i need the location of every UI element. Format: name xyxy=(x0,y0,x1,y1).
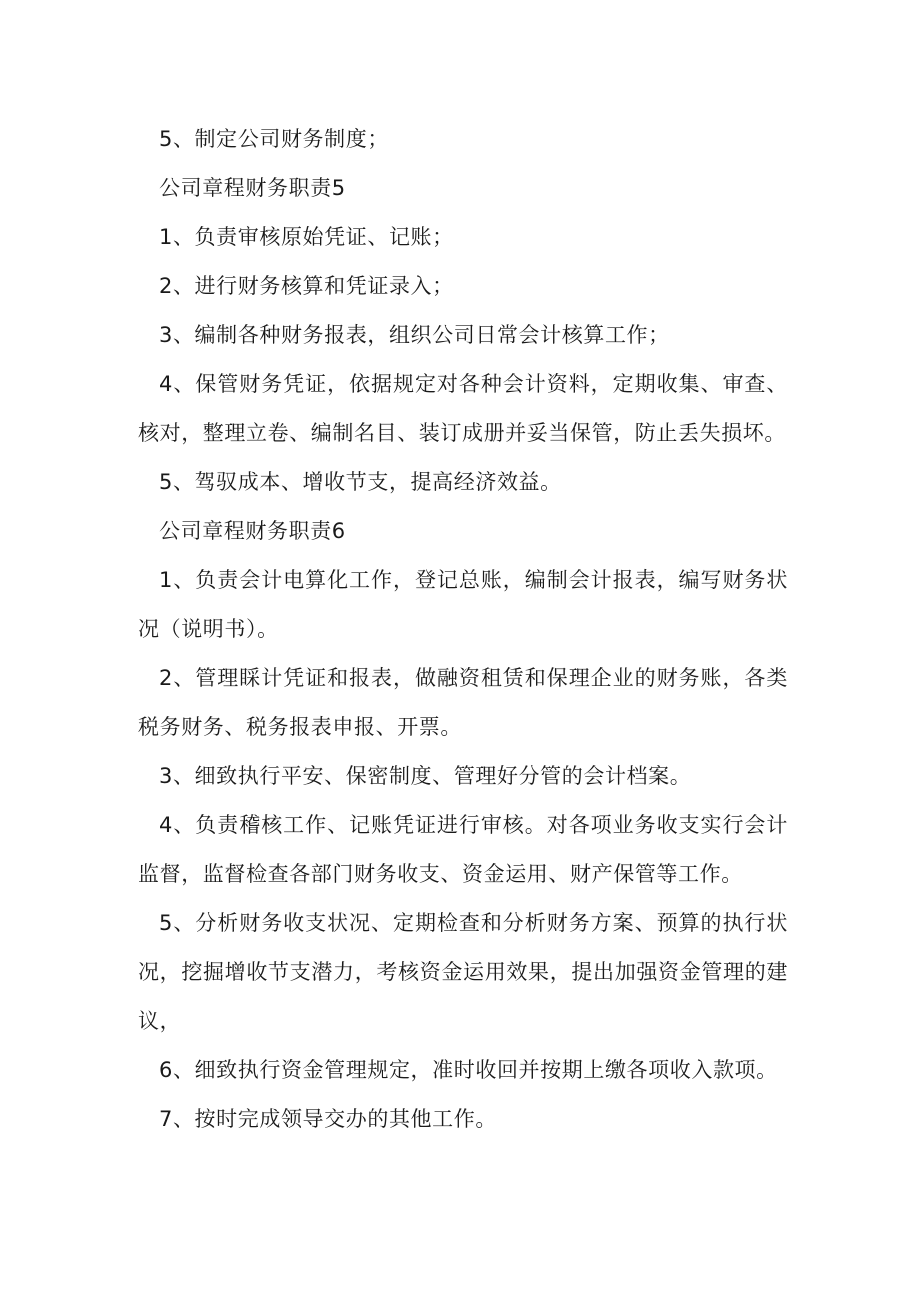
paragraph-item-5: 5、分析财务收支状况、定期检查和分析财务方案、预算的执行状况，挖掘增收节支潜力，考核资金运用效果，提出加强资金管理的建议， xyxy=(138,911,788,1033)
paragraph-item-3: 3、细致执行平安、保密制度、管理好分管的会计档案。 xyxy=(159,764,692,788)
paragraph-item-4: 4、保管财务凭证，依据规定对各种会计资料，定期收集、审查、核对，整理立卷、编制名目、装订成册并妥当保管，防止丢失损坏。 xyxy=(138,372,788,445)
paragraph-item-2: 2、管理睬计凭证和报表，做融资租赁和保理企业的财务账，各类税务财务、税务报表申报、开票。 xyxy=(138,666,788,739)
section-heading-5: 公司章程财务职责5 xyxy=(159,176,346,200)
paragraph-item-4: 4、负责稽核工作、记账凭证进行审核。对各项业务收支实行会计监督，监督检查各部门财务收支、资金运用、财产保管等工作。 xyxy=(138,813,788,886)
document-body xyxy=(138,115,788,1144)
paragraph-item-2: 2、进行财务核算和凭证录入； xyxy=(159,274,454,298)
paragraph-item-6: 6、细致执行资金管理规定，准时收回并按期上缴各项收入款项。 xyxy=(159,1058,778,1082)
paragraph-item-7: 7、按时完成领导交办的其他工作。 xyxy=(159,1107,497,1131)
paragraph-item-5-policy: 5、制定公司财务制度； xyxy=(159,127,389,151)
paragraph-item-1: 1、负责会计电算化工作，登记总账，编制会计报表，编写财务状况（说明书）。 xyxy=(138,568,788,641)
paragraph-item-1: 1、负责审核原始凭证、记账； xyxy=(159,225,454,249)
paragraph-item-5: 5、驾驭成本、增收节支，提高经济效益。 xyxy=(159,470,562,494)
section-heading-6: 公司章程财务职责6 xyxy=(159,519,346,543)
paragraph-item-3: 3、编制各种财务报表，组织公司日常会计核算工作； xyxy=(159,323,670,347)
